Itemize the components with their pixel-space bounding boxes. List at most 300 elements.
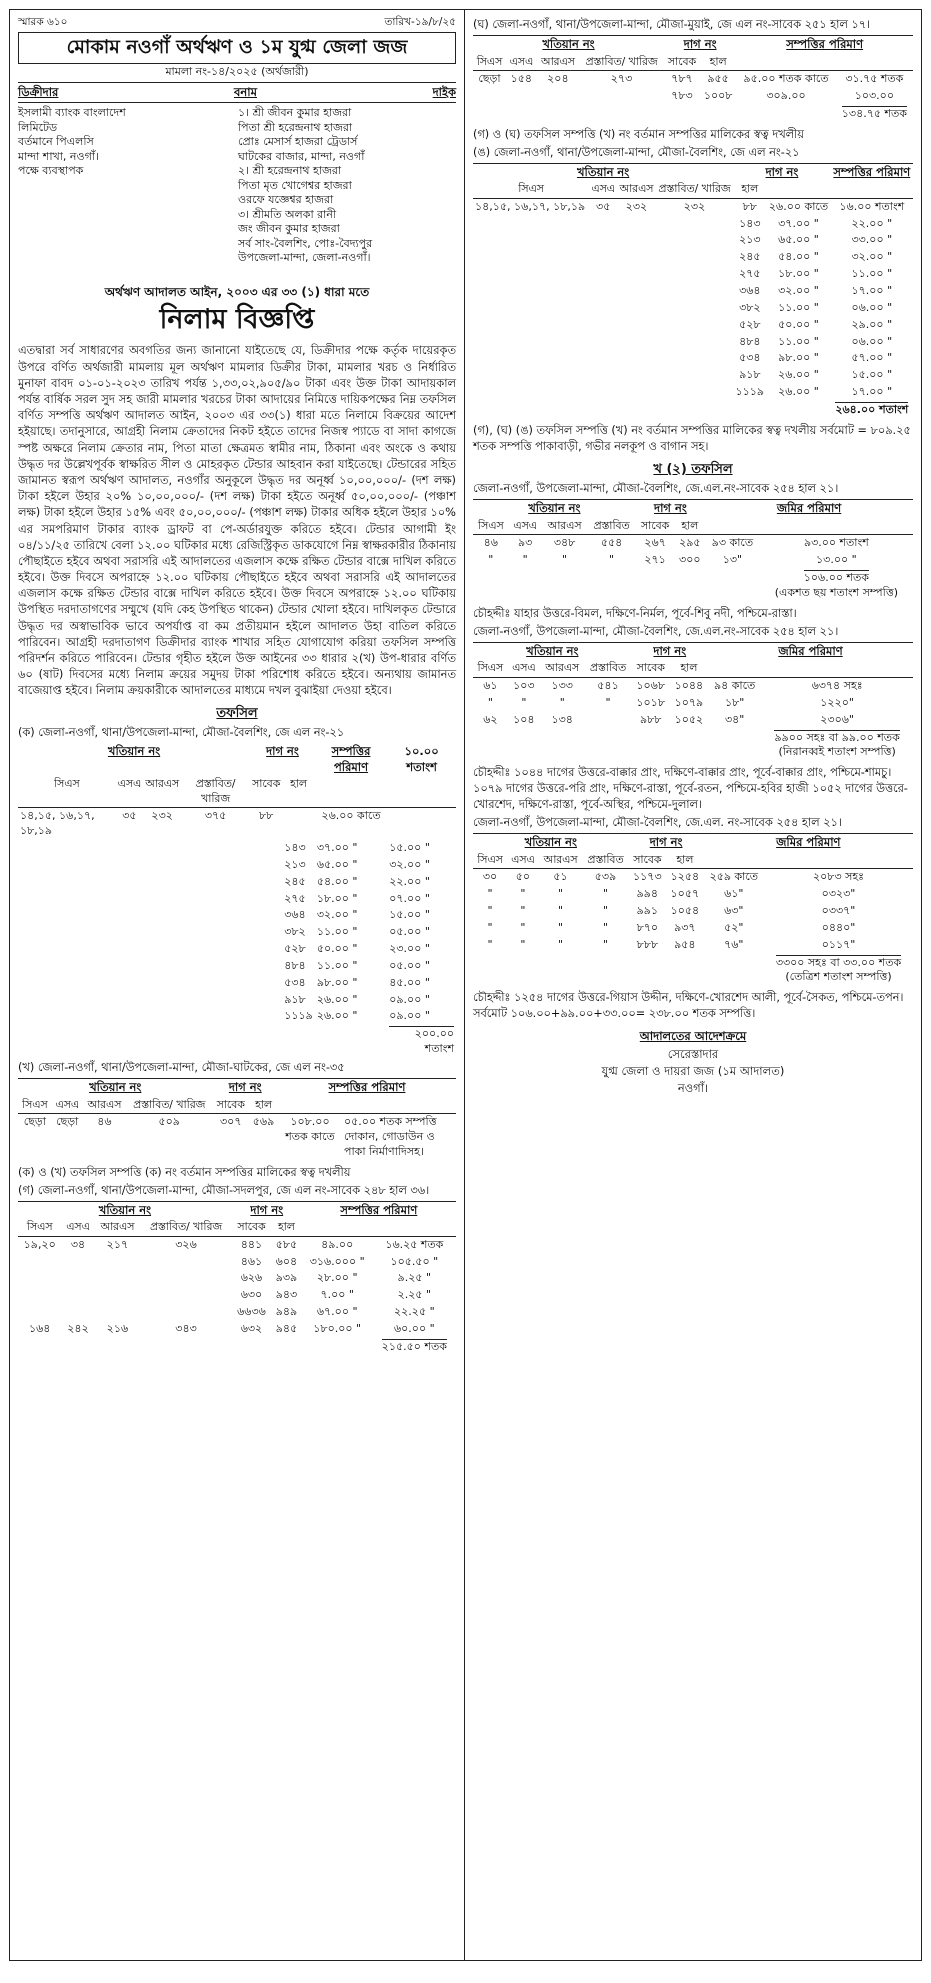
cell: ১৪৩: [284, 841, 306, 855]
signature-line-3: নওগাঁ।: [677, 1081, 709, 1096]
schedule-ka-location: (ক) জেলা-নওগাঁ, থানা/উপজেলা-মান্দা, মৌজা-বৈলশিং, জে এল নং-২১: [18, 726, 345, 740]
t3-location: জেলা-নওগাঁ, উপজেলা-মান্দা, মৌজা-বৈলশিং, জে.এল. নং-সাবেক ২৫৪ হাল ২১।: [473, 816, 842, 830]
cell: ১৫.০০ ": [389, 841, 430, 855]
col-former: সাবেক: [664, 54, 700, 71]
gha-total: ১৩৪.৭৫ শতক: [841, 106, 907, 120]
table-row: [473, 249, 913, 266]
cell: ১১.০০ ": [778, 334, 819, 348]
cell: ১১৭৩: [633, 870, 662, 884]
dag-header: দাগ নং: [250, 1202, 284, 1217]
party-line: পক্ষে ব্যবস্থাপক: [18, 164, 84, 178]
cell: ৫৪.০০ ": [778, 250, 819, 264]
cell: ": [488, 553, 494, 567]
col-sa: এসএ: [61, 1219, 94, 1236]
cell: ৫৪.০০ ": [316, 874, 358, 888]
schedule-ga-table: [18, 1201, 456, 1356]
cell: ছেড়া: [23, 1115, 46, 1129]
table-row: [473, 712, 913, 729]
cell: ": [487, 887, 493, 901]
umo-note: (গ), (ঘ) (ঙ) তফসিল সম্পত্তি (খ) নং বর্তমান সম্পত্তির মালিকের স্বত্ব দখলীয় সর্বমোট = ৮০৯.২৫ শতক সম্পত্তি পাকাবাড়ী, গভীর নলকূপ ও বাগান সহ।: [473, 423, 911, 453]
cell: ": [602, 904, 608, 918]
cell: ৫৪১: [597, 678, 619, 692]
cell: ২২.০০ ": [389, 874, 430, 888]
t3-boundary: চৌহদ্দীঃ ১২৫৪ দাগের উত্তরে-গিয়াস উদ্দীন, দক্ষিণে-খোরশেদ আলী, পূর্বে-সৈকত, পশ্চিমে-তপন। সর্বমোট ১০৬.০০+৯৯.০০+৩৩.০০= ২৩৮.০০ শতক সম্পত্তি।: [473, 991, 904, 1021]
col-former: সাবেক: [632, 660, 670, 677]
col-proposed: প্রস্তাবিত/ খারিজ: [579, 54, 664, 71]
party-line: সর্ব সাং-বৈলশিং, পোঃ-বৈদ্যপুর: [238, 236, 373, 250]
dag-header: দাগ নং: [765, 164, 799, 179]
cell: ৫০.০০ ": [316, 942, 358, 956]
party-line: ৩। শ্রীমতি অলকা রানী: [238, 207, 337, 221]
cell: ": [520, 937, 526, 951]
cell: ৩২.০০ ": [778, 284, 819, 297]
cell: ৩২.০০ ": [389, 857, 430, 871]
cell: ৩৭.০০ ": [778, 216, 819, 230]
cell: ": [559, 695, 565, 709]
table-row: [473, 903, 913, 920]
col-current: হাল: [271, 1219, 302, 1236]
cell: ২৩২: [625, 199, 648, 213]
party-line: পিতা শ্রী হরেন্দ্রনাথ হাজরা: [238, 120, 353, 134]
col-rs: আরএস: [539, 852, 583, 869]
dag-header: দাগ নং: [228, 1080, 262, 1095]
kha2-table-1-rows: [473, 535, 913, 569]
cell: ৫৩৪: [739, 351, 761, 365]
col-former: সাবেক: [232, 1219, 271, 1236]
table-row: [473, 334, 913, 351]
cell: ৩০৭: [220, 1115, 242, 1129]
cell: ০৩৩৭": [821, 904, 856, 918]
cell: ২৭৫: [739, 267, 761, 281]
t3-words: (তেত্রিশ শতাংশ সম্পত্তি): [785, 970, 892, 984]
col-sa: এসএ: [508, 660, 540, 677]
cell: ৫২": [724, 920, 744, 934]
cell: ৩৮২: [739, 300, 761, 314]
cell: ৪৬: [97, 1115, 112, 1129]
cell: ২৫৯ কাতে: [709, 870, 759, 884]
table-row: [18, 907, 456, 924]
property-header: সম্পত্তির পরিমাণ: [786, 37, 864, 52]
left-column: [10, 10, 465, 1960]
cell: ০৫.০০ শতক সম্পত্তি দোকান, গোডাউন ও পাকা নির্মাণাদিসহ।: [344, 1115, 437, 1158]
cell: ২.২৫ ": [397, 1288, 432, 1302]
cell: ২৮.০০ ": [316, 1271, 358, 1285]
col-sa: এসএ: [506, 54, 537, 71]
cell: ৯৪ কাতে: [713, 678, 756, 692]
cell: ২৬৭: [644, 536, 666, 550]
table-row: [18, 840, 456, 857]
case-number: মামলা নং-১৪/২০২৫ (অর্থজারী): [18, 65, 456, 83]
cell: ": [602, 887, 608, 901]
cell: ৯৫.০০ শতক কাতে: [743, 72, 829, 86]
kha2-location: জেলা-নওগাঁ, উপজেলা-মান্দা, মৌজা-বৈলশিং, জে.এল.নং-সাবেক ২৫৪ হাল ২১।: [473, 482, 839, 496]
ga-total: ২১৫.৫০ শতক: [381, 1339, 447, 1353]
cell: ৯৮৮: [639, 712, 662, 726]
cell: ০৫.০০ ": [389, 925, 430, 939]
table-row: [473, 300, 913, 317]
col-cs: সিএস: [473, 660, 508, 677]
table-row: [473, 886, 913, 903]
cell: ৯৮.০০ ": [778, 351, 819, 365]
cell: ৮৮৮: [636, 937, 659, 951]
cell: ৫১: [553, 870, 568, 884]
party-details: [18, 106, 456, 266]
khatian-header: খতিয়ান নং: [524, 835, 577, 850]
cell: ১০৪: [513, 712, 535, 726]
khatian-header: খতিয়ান নং: [98, 1202, 152, 1217]
col-rs: আরএস: [143, 776, 181, 808]
cell: ৬০.০০ ": [394, 1321, 435, 1335]
cell: ৩৪৩: [175, 1321, 197, 1335]
cell: ১৪,১৫, ১৬,১৭, ১৮,১৯: [20, 809, 95, 838]
dag-header: দাগ নং: [649, 835, 683, 850]
schedule-ga-rows: [18, 1254, 456, 1321]
col-cs: সিএস: [473, 54, 506, 71]
cell: ০৫.০০ ": [389, 958, 430, 972]
cell: ০৬.০০ ": [851, 334, 893, 348]
cell: ০৯.০০ ": [389, 1009, 430, 1023]
property-header: সম্পত্তির পরিমাণ: [340, 1202, 418, 1217]
schedule-kha-location: (খ) জেলা-নওগাঁ, থানা/উপজেলা-মান্দা, মৌজা-ঘাটকের, জে এল নং-৩৫: [18, 1060, 345, 1074]
kha2-table-2-rows: [473, 677, 913, 728]
cell: ৬৭.০০ ": [316, 1305, 358, 1319]
party-line: ইসলামী ব্যাংক বাংলাদেশ: [18, 106, 126, 120]
property-header: সম্পত্তির পরিমাণ: [331, 744, 371, 774]
cell: ছেড়া: [478, 72, 501, 86]
cell: ১০৩.০০: [854, 88, 894, 102]
cell: ৯৪৩: [275, 1288, 298, 1302]
cell: ৯৯৪: [636, 887, 659, 901]
cell: ১৫.০০ ": [389, 908, 430, 922]
cell: ৯৫৪: [674, 937, 696, 951]
cell: ৬২৬: [240, 1271, 263, 1285]
cell: ৬২: [483, 712, 498, 726]
cell: ২৩০৬": [820, 712, 854, 726]
cell: ৫০.০০ ": [778, 317, 819, 331]
cell: ৬৩৭৪ সহঃ: [811, 678, 863, 692]
land-header: জমির পরিমাণ: [776, 501, 842, 516]
col-current: হাল: [670, 660, 708, 677]
table-row: [473, 350, 913, 367]
cell: ৭৮৭: [671, 72, 693, 86]
table-row: [18, 1321, 456, 1338]
cell: ৩৪৮: [553, 536, 576, 550]
col-rs: আরএস: [95, 1219, 141, 1236]
schedule-ga-location: (গ) জেলা-নওগাঁ, থানা/উপজেলা-মান্দা, মৌজা-সদলপুর, জে এল নং-সাবেক ২৪৮ হাল ৩৬।: [18, 1183, 430, 1197]
col-rs: আরএস: [83, 1097, 126, 1114]
cell: ১৩৩: [551, 678, 573, 692]
table-row: [473, 88, 913, 105]
cell: ": [562, 553, 568, 567]
table-row: [18, 975, 456, 992]
cell: ২২.২৫ ": [394, 1305, 435, 1319]
debtor-label: দাইক: [432, 84, 456, 99]
cell: ৫৬৯: [252, 1115, 275, 1129]
cell: ৮৮: [742, 199, 757, 213]
cell: ১১.০০ ": [316, 958, 358, 972]
schedule-umo-rows: [473, 216, 913, 401]
cell: ৫০৯: [158, 1115, 180, 1129]
table-row: [18, 1270, 456, 1287]
col-cs: সিএস: [473, 181, 589, 198]
cell: ১৩": [722, 553, 743, 567]
cell: ৩৫: [596, 199, 611, 213]
table-row: [473, 216, 913, 233]
t2-boundary: চৌহদ্দীঃ ১০৪৪ দাগের উত্তরে-বাক্কার প্রাং, দক্ষিণে-বাক্কার প্রাং, পূর্বে-বাক্কার প্রাং, পশ্চিমে-শামচু। ১০৭৯ দাগের উত্তরে-পরি প্রাং, দক্ষিণে-রাস্তা, পূর্বে-রতন, পশ্চিমে-হবির হাজী ১০৫২ দাগের উত্তরে-খোরশেদ, দক্ষিণে-রাস্তা, পূর্বে-অস্থির, পশ্চিমে-দুলাল।: [473, 766, 908, 812]
signature-line-2: যুগ্ম জেলা ও দায়রা জজ (১ম আদালত): [601, 1063, 785, 1078]
col-rs: আরএস: [542, 518, 588, 535]
table-row: [18, 874, 456, 891]
cell: ২৪৫: [739, 250, 761, 264]
table-row: [473, 232, 913, 249]
cell: ২১৭: [106, 1237, 129, 1251]
col-former: সাবেক: [250, 776, 282, 808]
cell: ৩৪": [724, 712, 745, 726]
col-proposed: প্রস্তাবিত/ খারিজ: [140, 1219, 232, 1236]
cell: ": [522, 553, 528, 567]
party-line: ঘাটকের বাজার, মান্দা, নওগাঁ: [238, 149, 365, 163]
schedule-heading: তফসিল: [216, 705, 258, 721]
cell: ৯৪৫: [275, 1321, 298, 1335]
cell: ৭৮৩: [671, 88, 693, 102]
cell: ৬৩": [724, 904, 744, 918]
cell: ১৪,১৫, ১৬,১৭, ১৮,১৯: [475, 199, 586, 213]
signature-block: [473, 1028, 913, 1097]
cell: ১১১৯: [284, 1009, 313, 1023]
col-current: হাল: [666, 852, 704, 869]
schedule-umo-table: [473, 163, 913, 419]
cell: ৫৮৫: [275, 1237, 298, 1251]
party-labels: [18, 83, 456, 104]
cell: ১৩৪: [551, 712, 573, 726]
cell: ": [609, 553, 615, 567]
cell: ০৬.০০ ": [851, 300, 893, 314]
cell: ১১.০০ ": [778, 300, 819, 314]
right-column: [465, 10, 921, 1960]
cell: [584, 712, 631, 729]
cell: ৮৮: [259, 809, 274, 823]
col-cs: সিএস: [18, 1097, 52, 1114]
decree-holder-label: ডিক্রীদার: [18, 84, 59, 99]
cell: ১৫৪: [510, 72, 533, 86]
notice-page: [9, 9, 922, 1961]
cell: ৫৩৪: [284, 975, 306, 989]
col-proposed: প্রস্তাবিত/ খারিজ: [181, 776, 250, 808]
memo-number: স্মারক ৬১০: [18, 16, 68, 28]
debtor-details: [238, 106, 456, 266]
col-sa: এসএ: [589, 181, 617, 198]
cell: ১০৫৭: [670, 887, 700, 901]
col-current: হাল: [674, 518, 705, 535]
property-header: সম্পত্তির পরিমাণ: [328, 1080, 406, 1095]
table-row: [18, 891, 456, 908]
cell: ": [520, 887, 526, 901]
col-former: সাবেক: [629, 852, 667, 869]
table-row: [18, 1008, 456, 1025]
cell: ৭.০০ ": [320, 1288, 354, 1302]
table-row: [473, 367, 913, 384]
cell: ২৬.০০ ": [316, 1009, 358, 1023]
table-row: [18, 1287, 456, 1304]
cell: ১৮.০০ ": [778, 267, 819, 281]
cell: ১১১৯: [735, 385, 765, 399]
dag-header: দাগ নং: [266, 744, 299, 759]
table-row: [473, 677, 913, 694]
cell: ১০৪৪: [674, 678, 704, 692]
table-row: [473, 384, 913, 401]
cell: ৩১৬.০০০ ": [309, 1254, 365, 1268]
cell: ": [558, 887, 564, 901]
dag-header: দাগ নং: [653, 643, 687, 658]
cell: ৩০৯.০০: [766, 88, 806, 102]
schedule-ka-rows: [18, 840, 456, 1025]
cell: ৬৬৩৬: [237, 1305, 266, 1319]
table-row: [473, 552, 913, 569]
cell: ৪৬: [483, 536, 498, 550]
cell: ৫৭.০০ ": [851, 351, 893, 365]
khatian-header: খতিয়ান নং: [542, 37, 595, 52]
cell: ": [605, 695, 611, 709]
signature-line-1: সেরেস্তাদার: [667, 1046, 719, 1061]
court-title: মোকাম নওগাঁ অর্থঋণ ও ১ম যুগ্ম জেলা জজ: [18, 32, 456, 64]
dag-header: দাগ নং: [683, 37, 717, 52]
cell: ৩৪: [70, 1237, 86, 1251]
col-current: হাল: [733, 181, 766, 198]
cell: ৬৩২: [240, 1321, 263, 1335]
cell: ২৬.০০ কাতে: [768, 199, 829, 213]
land-header: জমির পরিমাণ: [778, 643, 843, 658]
col-cs: সিএস: [18, 776, 116, 808]
cell: ৯৩৭: [674, 920, 696, 934]
khatian-header: খতিয়ান নং: [576, 164, 630, 179]
party-line: লিমিটেড: [18, 120, 58, 134]
col-cs: সিএস: [18, 1219, 61, 1236]
t2-location: জেলা-নওগাঁ, উপজেলা-মান্দা, মৌজা-বৈলশিং, জে.এল.নং-সাবেক ২৫৪ হাল ২১।: [473, 624, 839, 638]
cell: ৯৩৯: [275, 1271, 298, 1285]
cell: ৪৮৪: [284, 958, 306, 972]
col-sa: এসএ: [52, 1097, 83, 1114]
cell: ৪৫.০০ ": [389, 975, 430, 989]
party-line: উপজেলা-মান্দা, জেলা-নওগাঁ।: [238, 251, 371, 265]
cell: ৩৬৪: [284, 908, 306, 922]
cell: ১৯,২০: [23, 1237, 56, 1251]
table-row: [18, 992, 456, 1009]
cell: ২৩২: [683, 199, 706, 213]
cell: ১৬.২৫ শতক: [385, 1237, 444, 1251]
cell: ২৬.০০ ": [778, 368, 819, 382]
cell: ৪৮৪: [739, 334, 761, 348]
t1-words: (একশত ছয় শতাংশ সম্পত্তি): [774, 586, 898, 599]
col-rs: আরএস: [617, 181, 656, 198]
cell: ৬৫.০০ ": [778, 233, 819, 247]
col-current: হাল: [282, 776, 315, 808]
table-row: [473, 266, 913, 283]
memo-header: [18, 15, 456, 29]
t2-total: ৯৯০০ সহঃ বা ৯৯.০০ শতক: [774, 730, 900, 744]
party-line: ২। শ্রী হরেন্দ্রনাথ হাজরা: [238, 164, 342, 178]
versus-label: বনাম: [233, 84, 257, 99]
col-proposed: প্রস্তাবিত: [587, 518, 635, 535]
cell: ": [521, 695, 527, 709]
table-row: [18, 1254, 456, 1271]
cell: ৩৩.০০ ": [851, 233, 893, 247]
schedule-gha-table: [473, 35, 913, 123]
cell: ৩৫: [122, 809, 137, 823]
schedule-kha-table: [18, 1078, 456, 1161]
cell: ৩৮২: [284, 925, 306, 939]
cell: ১৫.০০ ": [851, 368, 893, 382]
schedule-umo-location: (ঙ) জেলা-নওগাঁ, থানা/উপজেলা-মান্দা, মৌজা-বৈলশিং, জে এল নং-২১: [473, 145, 800, 159]
kha2-table-2: [473, 642, 913, 761]
cell: ৯৩ কাতে: [711, 536, 754, 550]
cell: ৬০৪: [275, 1254, 298, 1268]
act-reference: অর্থঋণ আদালত আইন, ২০০৩ এর ৩৩ (১) ধারা মতে: [104, 284, 370, 299]
cell: ১১.০০ ": [851, 267, 893, 281]
cell: ৯৫৫: [707, 72, 729, 86]
table-row: [18, 808, 456, 840]
schedule-gha-location: (ঘ) জেলা-নওগাঁ, থানা/উপজেলা-মান্দা, মৌজা-মুয়াই, জে এল নং-সাবেক ২৫১ হাল ১৭।: [473, 18, 871, 31]
cell: ১২২০": [820, 695, 854, 709]
kha2-table-3-rows: [473, 869, 913, 954]
notice-body: এতদ্বারা সর্ব সাধারণের অবগতির জন্য জানানো যাইতেছে যে, ডিক্রীদার পক্ষে কর্তৃক দায়েরকৃত উপরে বর্ণিত অর্থজারী মামলায় মূল অর্থঋণ মামলার ডিক্রীর টাকা, মামলার খরচ ও নির্ধারিত মুনাফা বাবদ ০১-০১-২০২৩ তারিখ পর্যন্ত ১,৩৩,০২,৯০৫/৯০ টাকা এবং উক্ত টাকা আদায়কাল পর্যন্ত বার্ষিক সরল সুদ সহ জারী মামলার খরচের টাকা আদায়ের নিমিত্তে দায়িকপক্ষের নিম্ন তফসিল বর্ণিত সম্পত্তি অর্থঋণ আদালত আইন, ২০০৩ এর ৩৩(১) ধারা মতে নিলামে বিক্রয়ের আদেশ হইয়াছে। তদানুসারে, আগ্রহী নিলাম ক্রেতাদের নিকট হইতে তাদের নিজস্ব প্যাডে বা সাদা কাগজে স্পষ্ট অক্ষরে নিলাম ক্রেতার নাম, পিতা মাতা ক্ষেত্রমত স্বামীর নাম, ঠিকানা এবং অংকে ও কথায় উদ্ধৃত দর উল্লেখপূর্বক স্বাক্ষরিত সীল ও মোহরকৃত টেন্ডার আহবান করা যাইতেছে। টেন্ডারের সহিত জামানত স্বরূপ অর্থঋণ আদালত, নওগাঁর অনুকূলে উদ্ধৃত দর অনূর্ধ্ব ১০,০০,০০০/- (দশ লক্ষ) টাকা হইলে উহার ২০% ১০,০০,০০০/- (দশ লক্ষ) টাকা হইতে অনূর্ধ্ব ৫০,০০,০০০/- (পঞ্চাশ লক্ষ) টাকা হইলে উহার ১৫% এবং ৫০,০০,০০০/- (পঞ্চাশ লক্ষ) টাকার অধিক হইলে উহার ১০% এর সমপরিমাণ টাকার ব্যাংক ড্রাফট বা পে-অর্ডারযুক্ত করিতে হইবে। টেন্ডার আগামী ইং ০৪/১১/২৫ তারিখে বেলা ১২.০০ ঘটিকার মধ্যে রেজিস্ট্রিকৃত ডাকযোগে নিম্ন স্বাক্ষরকারীর ঠিকানায় পৌছাইতে হইবে অথবা সরাসরি এই আদালতের এজলাস কক্ষে রক্ষিত টেন্ডার বাক্সে দাখিল করিতে হইবে। উক্ত দিবসে অপরাহ্নে ১২.০০ ঘটিকায় পৌছাইতে হইবে অথবা সরাসরি এই আদালতের এজলাস কক্ষে রক্ষিত টেন্ডার বাক্সে দাখিল করিতে হইবে। উক্ত দিবসে অপরাহ্নে ১২.০০ ঘটিকায় উপস্থিত দরদাতাগণের সম্মুখে (যদি কেহ উপস্থিত থাকেন) টেন্ডার খোলা হইবে। দাখিলকৃত টেন্ডারে উদ্ধৃত দর অস্বাভাবিক ভাবে অপর্যাপ্ত বা কম প্রতীয়মান হইলে আদালত উহা বাতিল করিতে পারিবেন। আগ্রহী দরদাতাগণ ডিক্রীদার ব্যাংক শাখার সহিত যোগাযোগ করিয়া তফসিল সম্পত্তি পরিদর্শন করিতে পারিবেন। টেন্ডার গৃহীত হইলে উক্ত আইনের ৩৩ ধারার ২(খ) উপ-ধারার বর্ণিত ৬০ (ষাট) দিবসের মধ্যে নিলাম ক্রয়ের সমুদয় টাকা পরিশোধ করিতে হইবে। অন্যথায় জামানত বাজেয়াপ্ত হইবে। নিলাম ক্রয়কারীকে আদালতের মাধ্যমে দখল বুঝাইয়া দেওয়া হইবে।: [18, 343, 456, 698]
table-row: [18, 924, 456, 941]
cell: ১৮০.০০ ": [313, 1321, 362, 1335]
cell: ": [558, 920, 564, 934]
cell: ১০৫.৫০ ": [390, 1254, 439, 1268]
cell: ১৮": [724, 695, 745, 709]
table-row: [18, 857, 456, 874]
table-row: [473, 695, 913, 712]
ka-kha-note: (ক) ও (খ) তফসিল সম্পত্তি (ক) নং বর্তমান সম্পত্তির মালিকের স্বত্ব দখলীয়: [18, 1165, 351, 1179]
t1-boundary: চৌহদ্দীঃ যাহার উত্তরে-বিমল, দক্ষিণে-নির্মল, পূর্বে-শিবু নদী, পশ্চিমে-রাস্তা।: [473, 606, 797, 620]
cell: ৬৫.০০ ": [316, 857, 358, 871]
cell: ৩০০: [679, 553, 701, 567]
dag-header: দাগ নং: [654, 501, 687, 516]
table-row: [473, 937, 913, 954]
cell: ১০১৮: [636, 695, 665, 709]
cell: ২১৩: [739, 233, 761, 247]
cell: ৯৪৯: [275, 1305, 298, 1319]
col-sa: এসএ: [116, 776, 144, 808]
cell: ৭৬": [724, 937, 744, 951]
cell: ৩৭.০০ ": [316, 841, 358, 855]
cell: ২৭৩: [610, 72, 633, 86]
cell: ৯.২৫ ": [397, 1271, 432, 1285]
cell: ১২৫৪: [670, 870, 700, 884]
table-row: [473, 869, 913, 886]
khatian-header: খতিয়ান নং: [89, 1080, 142, 1095]
cell: ৯৩: [518, 536, 533, 550]
cell: ৬১": [724, 887, 744, 901]
t3-total: ৩৩০০ সহঃ বা ৩৩.০০ শতক: [775, 955, 902, 969]
cell: ২০৮৩ সহঃ: [813, 870, 865, 884]
party-line: বর্তমানে পিএলসি: [18, 135, 94, 149]
col-proposed: প্রস্তাবিত: [582, 852, 628, 869]
kha2-table-3: [473, 833, 913, 986]
cell: ৫২৮: [739, 317, 761, 331]
col-sa: এসএ: [507, 852, 539, 869]
col-proposed: প্রস্তাবিত: [584, 660, 631, 677]
umo-total: ২৬৪.০০ শতাংশ: [835, 402, 909, 416]
table-row: [18, 1236, 456, 1253]
col-rs: আরএস: [537, 54, 579, 71]
cell: ২৩.০০ ": [389, 942, 430, 956]
property-header: সম্পত্তির পরিমাণ: [833, 164, 911, 179]
ka-total: ২০০.০০ শতাংশ: [389, 1026, 454, 1057]
cell: ২৩২: [151, 809, 173, 823]
cell: ৪৬১: [240, 1254, 263, 1268]
cell: ১৮.০০ ": [316, 891, 358, 905]
